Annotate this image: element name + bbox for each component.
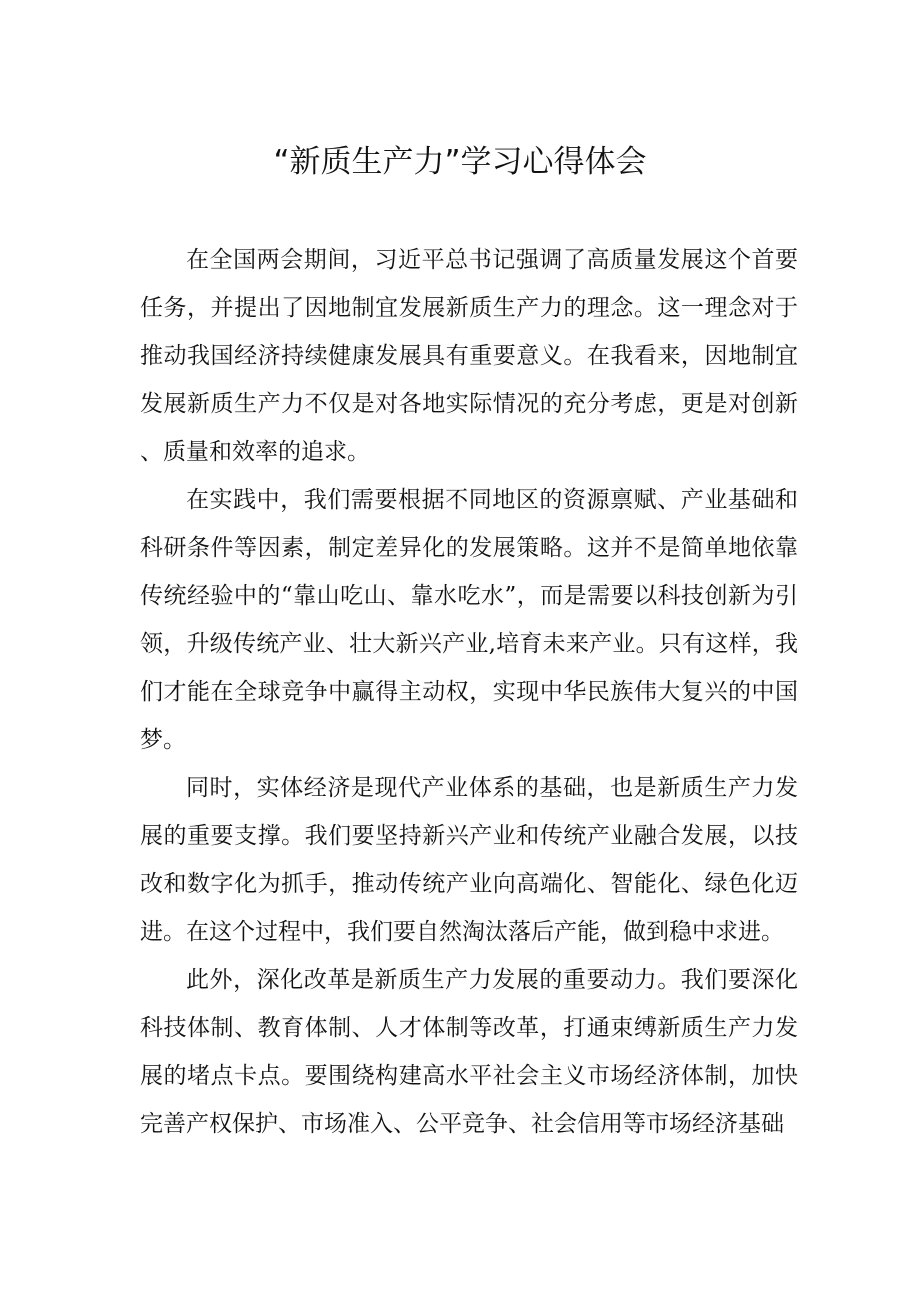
paragraph-4: 此外，深化改革是新质生产力发展的重要动力。我们要深化科技体制、教育体制、人才体制等改革，打通束缚新质生产力发展的堵点卡点。要围绕构建高水平社会主义市场经济体制，加快完善产权保护、市场准入、公平竞争、社会信用等市场经济基础 — [140, 967, 798, 1137]
paragraph-2: 在实践中，我们需要根据不同地区的资源禀赋、产业基础和科研条件等因素，制定差异化的发展策略。这并不是简单地依靠传统经验中的“靠山吃山、靠水吃水”，而是需要以科技创新为引领，升级传统产业、壮大新兴产业,培育未来产业。只有这样，我们才能在全球竞争中赢得主动权，实现中华民族伟大复兴的中国梦。 — [140, 487, 798, 753]
paragraph-1: 在全国两会期间，习近平总书记强调了高质量发展这个首要任务，并提出了因地制宜发展新质生产力的理念。这一理念对于推动我国经济持续健康发展具有重要意义。在我看来，因地制宜发展新质生产力不仅是对各地实际情况的充分考虑，更是对创新、质量和效率的追求。 — [140, 247, 798, 465]
document-title: “新质生产力”学习心得体会 — [273, 144, 647, 180]
document-body — [140, 236, 798, 1148]
paragraph-3: 同时，实体经济是现代产业体系的基础，也是新质生产力发展的重要支撑。我们要坚持新兴产业和传统产业融合发展，以技改和数字化为抓手，推动传统产业向高端化、智能化、绿色化迈进。在这个过程中，我们要自然淘汰落后产能，做到稳中求进。 — [140, 775, 798, 945]
